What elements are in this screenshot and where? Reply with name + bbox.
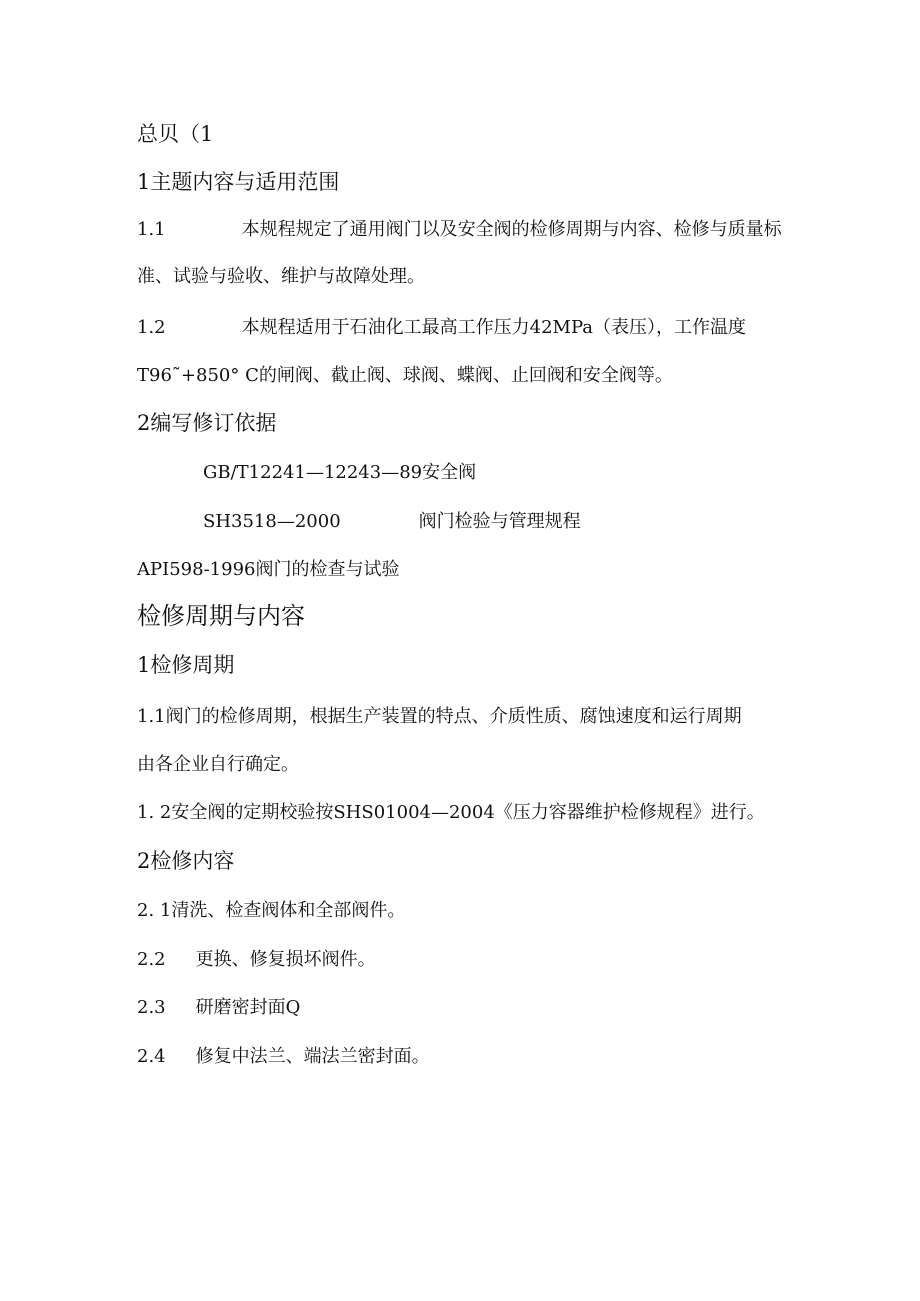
paragraph-text: 修复中法兰、端法兰密封面。 [195,1046,430,1067]
paragraph-2-2 [137,948,376,972]
reference-sh [203,510,581,534]
reference-code: SH3518—2000 [203,511,341,532]
paragraph-1-2-line-2: T96˜+850° C的闸阀、截止阀、球阀、蝶阀、止回阀和安全阀等。 [137,365,673,386]
paragraph-1-1-line-2: 准、试验与验收、维护与故障处理。 [137,266,425,287]
section-1-title: 1主题内容与适用范围 [137,170,340,194]
paragraph-text: 本规程规定了通用阀门以及安全阀的检修周期与内容、检修与质量标 [241,219,782,240]
subsection-1-title: 1检修周期 [137,653,235,677]
paragraph-1-2b: 1. 2安全阀的定期校验按SHS01004—2004《压力容器维护检修规程》进行。 [137,802,765,823]
paragraph-2-1: 2. 1清洗、检查阀体和全部阀件。 [137,900,406,921]
reference-api: API598-1996阀门的检查与试验 [137,559,400,580]
paragraph-number: 2.4 [137,1046,166,1067]
paragraph-2-3 [137,996,300,1020]
reference-gb: GB/T12241—12243—89安全阀 [203,462,477,483]
paragraph-1-1-line-1 [137,218,782,242]
paragraph-number: 1.1 [137,219,166,240]
paragraph-number: 2.2 [137,949,166,970]
paragraph-text: 更换、修复损坏阀件。 [195,949,376,970]
subsection-2-title: 2检修内容 [137,849,235,873]
paragraph-1-2-line-1 [137,316,746,340]
header-fragment: 总贝（1 [137,122,214,146]
paragraph-text: 研磨密封面Q [195,997,301,1018]
paragraph-text: 本规程适用于石油化工最高工作压力42MPa（表压），工作温度 [241,317,747,338]
paragraph-1-1b-line-1: 1.1阀门的检修周期，根据生产装置的特点、介质性质、腐蚀速度和运行周期 [137,706,742,727]
section-2-title: 2编写修订依据 [137,411,277,435]
reference-title: 阀门检验与管理规程 [418,511,581,532]
paragraph-1-1b-line-2: 由各企业自行确定。 [137,754,299,775]
paragraph-number: 2.3 [137,997,166,1018]
chapter-title: 检修周期与内容 [137,602,305,630]
paragraph-2-4 [137,1045,430,1069]
paragraph-number: 1.2 [137,317,166,338]
